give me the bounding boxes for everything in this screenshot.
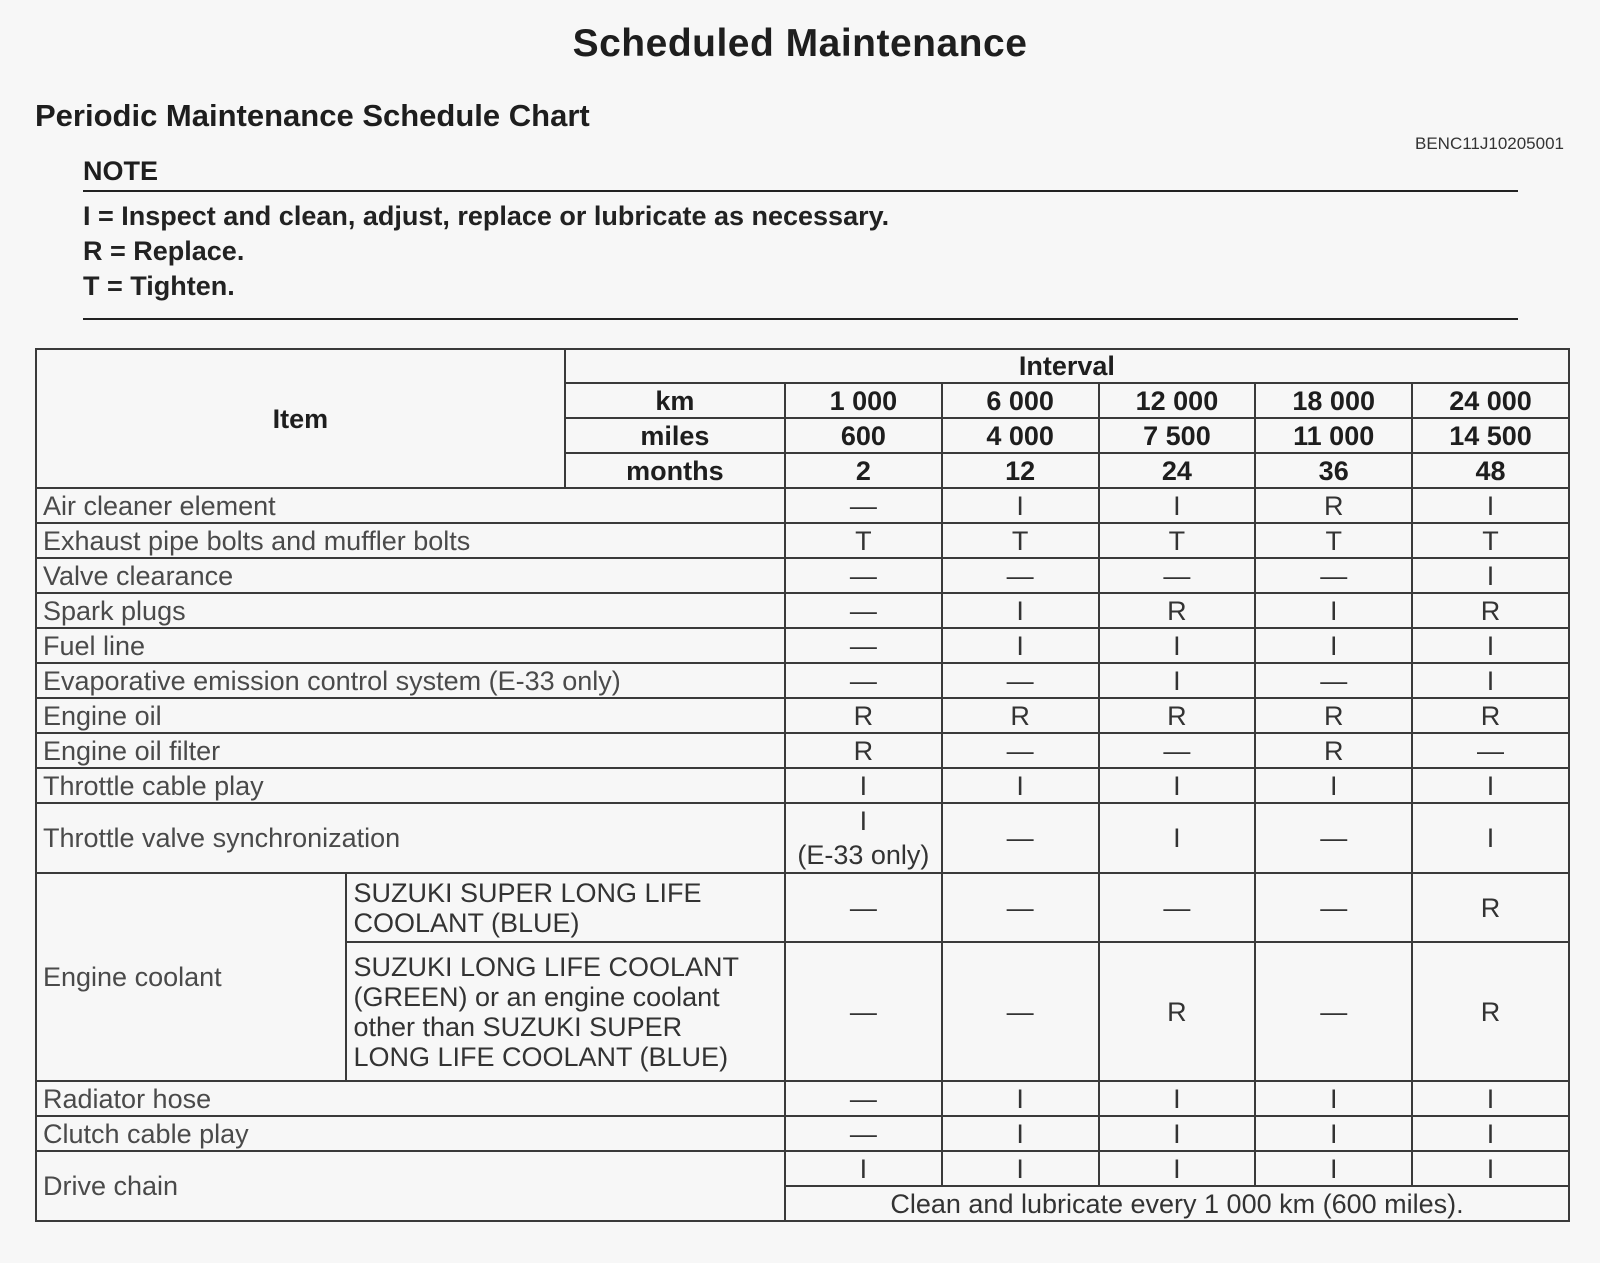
note-line-inspect: I = Inspect and clean, adjust, replace or lubricate as necessary. bbox=[83, 201, 890, 231]
schedule-cell: R bbox=[1099, 942, 1256, 1081]
schedule-cell: R bbox=[785, 733, 942, 768]
schedule-cell: I bbox=[1255, 1151, 1412, 1186]
coolant-label-line: SUZUKI SUPER LONG LIFE bbox=[353, 877, 702, 908]
schedule-cell: — bbox=[942, 558, 1099, 593]
header-row-interval bbox=[36, 349, 1569, 383]
item-name: Engine oil filter bbox=[36, 733, 785, 768]
schedule-cell: — bbox=[942, 663, 1099, 698]
interval-km-3: 12 000 bbox=[1099, 383, 1256, 418]
region-note: (E-33 only) bbox=[797, 840, 930, 870]
schedule-cell: — bbox=[785, 1081, 942, 1116]
item-name: Exhaust pipe bolts and muffler bolts bbox=[36, 523, 785, 558]
note-line-replace: R = Replace. bbox=[83, 236, 245, 266]
schedule-cell: I bbox=[1255, 628, 1412, 663]
schedule-cell: I bbox=[1099, 1116, 1256, 1151]
schedule-cell: — bbox=[942, 873, 1099, 942]
coolant-label-line: LONG LIFE COOLANT (BLUE) bbox=[353, 1041, 729, 1072]
table-row bbox=[36, 663, 1569, 698]
interval-months-2: 12 bbox=[942, 453, 1099, 488]
schedule-cell: I bbox=[1099, 628, 1256, 663]
item-column-header: Item bbox=[36, 349, 565, 488]
schedule-cell: I bbox=[942, 1081, 1099, 1116]
schedule-cell: R bbox=[1412, 593, 1569, 628]
schedule-cell: — bbox=[942, 733, 1099, 768]
schedule-cell: T bbox=[942, 523, 1099, 558]
schedule-cell: — bbox=[1255, 803, 1412, 873]
note-top-divider bbox=[83, 190, 1518, 192]
schedule-cell: I bbox=[1099, 768, 1256, 803]
unit-label-miles: miles bbox=[565, 418, 785, 453]
schedule-cell: T bbox=[1255, 523, 1412, 558]
schedule-cell: — bbox=[785, 558, 942, 593]
interval-months-5: 48 bbox=[1412, 453, 1569, 488]
schedule-cell: — bbox=[785, 593, 942, 628]
table-row-throttle-sync bbox=[36, 803, 1569, 873]
interval-km-1: 1 000 bbox=[785, 383, 942, 418]
table-row bbox=[36, 593, 1569, 628]
document-code: BENC11J10205001 bbox=[1414, 134, 1564, 153]
interval-months-1: 2 bbox=[785, 453, 942, 488]
schedule-cell: I bbox=[1412, 1151, 1569, 1186]
schedule-cell: I bbox=[942, 768, 1099, 803]
schedule-cell: — bbox=[1099, 873, 1256, 942]
note-bottom-divider bbox=[83, 318, 1518, 320]
schedule-cell: T bbox=[1412, 523, 1569, 558]
schedule-cell: I bbox=[1255, 1116, 1412, 1151]
item-name: Air cleaner element bbox=[36, 488, 785, 523]
item-name: Drive chain bbox=[36, 1151, 785, 1221]
interval-miles-5: 14 500 bbox=[1412, 418, 1569, 453]
schedule-cell: R bbox=[1099, 593, 1256, 628]
schedule-cell: — bbox=[1255, 663, 1412, 698]
item-name: Fuel line bbox=[36, 628, 785, 663]
interval-months-3: 24 bbox=[1099, 453, 1256, 488]
schedule-cell: — bbox=[785, 942, 942, 1081]
schedule-cell: I bbox=[1412, 663, 1569, 698]
schedule-cell: I bbox=[942, 593, 1099, 628]
item-name: Radiator hose bbox=[36, 1081, 785, 1116]
schedule-cell: I bbox=[1099, 803, 1256, 873]
item-name: Throttle cable play bbox=[36, 768, 785, 803]
interval-miles-1: 600 bbox=[785, 418, 942, 453]
interval-months-4: 36 bbox=[1255, 453, 1412, 488]
schedule-cell: I bbox=[942, 628, 1099, 663]
schedule-cell: I bbox=[942, 488, 1099, 523]
table-row bbox=[36, 1116, 1569, 1151]
interval-miles-4: 11 000 bbox=[1255, 418, 1412, 453]
schedule-cell: I bbox=[1099, 1081, 1256, 1116]
schedule-cell: — bbox=[1255, 873, 1412, 942]
interval-miles-2: 4 000 bbox=[942, 418, 1099, 453]
schedule-cell: I bbox=[1412, 628, 1569, 663]
table-row-drive-chain bbox=[36, 1151, 1569, 1186]
table-row bbox=[36, 628, 1569, 663]
item-name: Clutch cable play bbox=[36, 1116, 785, 1151]
item-name: Engine oil bbox=[36, 698, 785, 733]
schedule-cell: R bbox=[1255, 733, 1412, 768]
table-row bbox=[36, 488, 1569, 523]
interval-miles-3: 7 500 bbox=[1099, 418, 1256, 453]
schedule-cell: — bbox=[785, 663, 942, 698]
schedule-cell: I bbox=[1099, 1151, 1256, 1186]
schedule-cell: — bbox=[785, 628, 942, 663]
schedule-cell: I bbox=[1099, 663, 1256, 698]
maintenance-schedule-table bbox=[35, 348, 1570, 1222]
interval-km-5: 24 000 bbox=[1412, 383, 1569, 418]
schedule-cell: T bbox=[785, 523, 942, 558]
schedule-cell: I bbox=[1099, 488, 1256, 523]
schedule-cell: — bbox=[785, 1116, 942, 1151]
schedule-cell: I bbox=[942, 1116, 1099, 1151]
table-row bbox=[36, 523, 1569, 558]
interval-km-2: 6 000 bbox=[942, 383, 1099, 418]
coolant-label-line: SUZUKI LONG LIFE COOLANT bbox=[353, 951, 740, 982]
schedule-cell: — bbox=[785, 873, 942, 942]
table-row bbox=[36, 768, 1569, 803]
schedule-cell: I bbox=[785, 768, 942, 803]
schedule-cell: R bbox=[1255, 488, 1412, 523]
schedule-cell: R bbox=[1412, 873, 1569, 942]
table-row bbox=[36, 698, 1569, 733]
schedule-cell: — bbox=[1099, 558, 1256, 593]
unit-label-km: km bbox=[565, 383, 785, 418]
schedule-cell: I bbox=[1255, 593, 1412, 628]
table-row bbox=[36, 558, 1569, 593]
schedule-cell: — bbox=[785, 488, 942, 523]
item-name: Evaporative emission control system (E-33 only) bbox=[36, 663, 785, 698]
schedule-cell: R bbox=[1255, 698, 1412, 733]
schedule-cell: R bbox=[1099, 698, 1256, 733]
schedule-cell-with-note bbox=[785, 803, 942, 873]
schedule-cell: — bbox=[942, 803, 1099, 873]
coolant-label-line: COOLANT (BLUE) bbox=[353, 907, 580, 938]
schedule-value: I bbox=[859, 806, 868, 836]
table-row bbox=[36, 733, 1569, 768]
table-row-coolant-blue bbox=[36, 873, 1569, 942]
item-name: Spark plugs bbox=[36, 593, 785, 628]
schedule-cell: — bbox=[1255, 942, 1412, 1081]
schedule-cell: I bbox=[1255, 768, 1412, 803]
drive-chain-note: Clean and lubricate every 1 000 km (600 miles). bbox=[785, 1186, 1569, 1221]
item-name: Throttle valve synchronization bbox=[36, 803, 785, 873]
schedule-cell: R bbox=[1412, 698, 1569, 733]
schedule-cell: I bbox=[1412, 488, 1569, 523]
coolant-label-line: (GREEN) or an engine coolant bbox=[353, 981, 720, 1012]
schedule-cell: I bbox=[1412, 1081, 1569, 1116]
interval-km-4: 18 000 bbox=[1255, 383, 1412, 418]
note-line-tighten: T = Tighten. bbox=[83, 271, 235, 301]
coolant-type-label bbox=[346, 873, 785, 942]
coolant-label-line: other than SUZUKI SUPER bbox=[353, 1011, 683, 1042]
schedule-cell: R bbox=[942, 698, 1099, 733]
schedule-cell: T bbox=[1099, 523, 1256, 558]
schedule-cell: — bbox=[942, 942, 1099, 1081]
section-title: Periodic Maintenance Schedule Chart bbox=[35, 98, 590, 133]
schedule-cell: R bbox=[1412, 942, 1569, 1081]
schedule-cell: — bbox=[1255, 558, 1412, 593]
schedule-cell: I bbox=[1412, 768, 1569, 803]
schedule-cell: I bbox=[1412, 1116, 1569, 1151]
item-name: Valve clearance bbox=[36, 558, 785, 593]
schedule-cell: I bbox=[1412, 803, 1569, 873]
schedule-cell: I bbox=[1255, 1081, 1412, 1116]
schedule-cell: I bbox=[942, 1151, 1099, 1186]
table-row bbox=[36, 1081, 1569, 1116]
schedule-cell: I bbox=[1412, 558, 1569, 593]
schedule-cell: R bbox=[785, 698, 942, 733]
item-name: Engine coolant bbox=[36, 873, 346, 1081]
schedule-cell: I bbox=[785, 1151, 942, 1186]
schedule-cell: — bbox=[1099, 733, 1256, 768]
coolant-type-label bbox=[346, 942, 785, 1081]
interval-header: Interval bbox=[565, 349, 1569, 383]
page-title: Scheduled Maintenance bbox=[572, 22, 1028, 65]
note-heading: NOTE bbox=[83, 156, 159, 186]
schedule-cell: — bbox=[1412, 733, 1569, 768]
unit-label-months: months bbox=[565, 453, 785, 488]
